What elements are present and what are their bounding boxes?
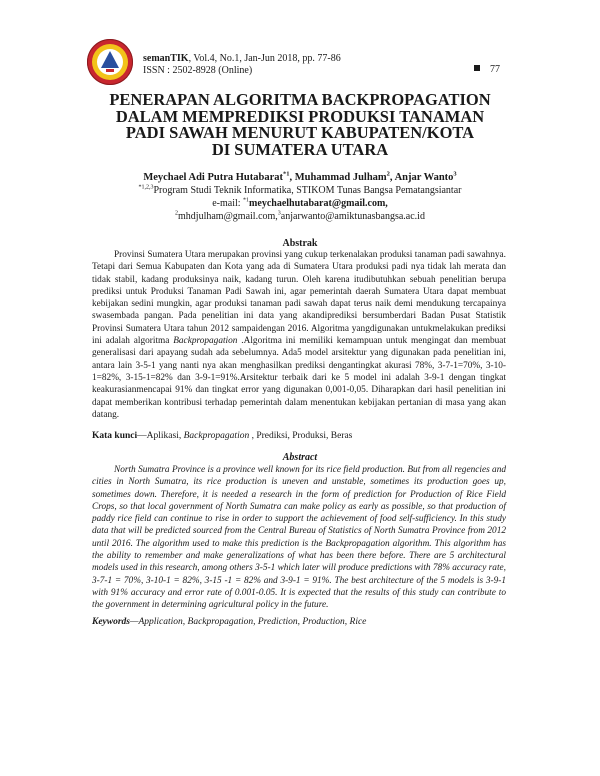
title-line-3: PADI SAWAH MENURUT KABUPATEN/KOTA [125, 123, 475, 142]
author-2: Muhammad Julham [294, 172, 387, 183]
university-seal-icon [86, 38, 134, 86]
journal-header [143, 53, 341, 77]
abstract-body: North Sumatra Province is a province well known for its rice field production. But from all regencies and cities in North Sumatra, its rice production is uneven and unstable, sometimes its production goes up, sometimes down. Therefore, it is needed a research in the form of prediction for Production of Rice Field Crops, so that local government of North Sumatra can make policy as early as possible, so that production of paddy rice field can continue to rise in order to support the achievement of food self-sufficiency. In this study data that will be predicted sourced from the Central Bureau of Statistics of North Sumatra Province from 2012 until 2016. The algorithm used to make this prediction is the Backpropagation algorithm. This algorithm has the ability to remember and make generalizations of what has been there before. There are 5 architectural models used in this research, among others 3-5-1 which later will produce predictions with 78% accuracy rate, 3-7-1 = 70%, 3-10-1 = 82%, 3-15 -1 = 82% and 3-9-1 = 91%. The best architecture of the 5 models is 3-9-1 with 91% accuracy and error rate of 0.001-0.05. It is expected that the results of this study can contribute to the government in determining agricultural policy in the future. [92, 465, 506, 611]
title-line-2: DALAM MEMPREDIKSI PRODUKSI TANAMAN [115, 106, 485, 126]
author-block [0, 171, 600, 223]
title-line-4: DI SUMATERA UTARA [211, 139, 389, 159]
abstract-heading: Abstract [282, 452, 318, 463]
journal-name: semanTIK [143, 53, 189, 64]
author-names: Meychael Adi Putra Hutabarat$^{*1}$, Muhammad Julham$^2$, Anjar Wanto$^3$ [143, 170, 457, 183]
title-line-1: PENERAPAN ALGORITMA BACKPROPAGATION [109, 90, 491, 109]
author-1: Meychael Adi Putra Hutabarat [143, 172, 284, 183]
keywords: Keywords—Application, Backpropagation, Prediction, Production, Rice [92, 617, 367, 627]
email-1[interactable]: meychaelhutabarat@gmail.com, [249, 198, 388, 209]
journal-issn: ISSN : 2502-8928 (Online) [143, 65, 253, 76]
kata-kunci: Kata kunci—Aplikasi, Backpropagation , Prediksi, Produksi, Beras [92, 431, 353, 441]
abstrak-body: Provinsi Sumatera Utara merupakan provinsi yang cukup terkenalakan produksi tanaman padi sawahnya. Tetapi dari Semua Kabupaten dan Kota yang ada di Sumatera Utara produksi padi nya tidak lah merata dan tidak stabil, kadang produksinya naik, kadang turun. Oleh karena itudibutuhkan sebuah penelitian berupa prediksi untuk Produksi Tanaman Padi Sawah ini, agar pemerintah daerah Sumatera Utara dapat membuat kebijakan sedini mungkin, agar produksi tanaman padi sawah dapat terus naik demi mendukung tercapainya swasembada pangan. Pada penelitian ini data yang akandiprediksi bersumberdari Badan Pusat Statistik Provinsi Sumatera Utara tahun 2012 sampaidengan 2016. Algoritma yangdigunakan untukmelakukan prediksi ini adalah algoritma Backpropagation .Algoritma ini memiliki kemampuan untuk mengingat dan membuat generalisasi dari apayang sudah ada sebelumnya. Ada5 model arsitektur yang digunakan pada penelitian ini, antara lain 3-5-1 yang nanti nya akan menghasilkan prediksi dengantingkat akurasi 78%, 3-7-1=70%, 3-10-1=82%, 3-15-1=82% dan 3-9-1=91%.Arsitektur terbaik dari ke 5 model ini adalah 3-9-1 dengan tingkat keakurasianmencapai 91% dan tingkat error yang digunakan 0,001-0,05. Diharapkan dari hasil penelitian ini dapat memberikan kontribusi terhadap pemerintah dalam menentukan kebijakan pertanian di masa yang akan datang. [92, 250, 506, 420]
abstrak-heading: Abstrak [282, 238, 318, 249]
author-3: Anjar Wanto [394, 172, 454, 183]
email-line-2: $^2$mhdjulham@gmail.com,$^3$anjarwanto@amiktunasbangsa.ac.id [175, 210, 425, 222]
journal-details: , Vol.4, No.1, Jan-Jun 2018, pp. 77-86 [188, 53, 341, 64]
email-line-1: e-mail: $^{*1}$meychaelhutabarat@gmail.com, [212, 197, 388, 209]
email-2[interactable]: mhdjulham@gmail.com, [178, 211, 278, 222]
affiliation: $^{*1,2,3}$Program Studi Teknik Informatika, STIKOM Tunas Bangsa Pematangsiantar [138, 184, 462, 196]
email-3[interactable]: anjarwanto@amiktunasbangsa.ac.id [280, 211, 425, 222]
paper-title [90, 92, 510, 158]
square-bullet-icon [474, 65, 480, 71]
page-number: 77 [474, 64, 500, 75]
